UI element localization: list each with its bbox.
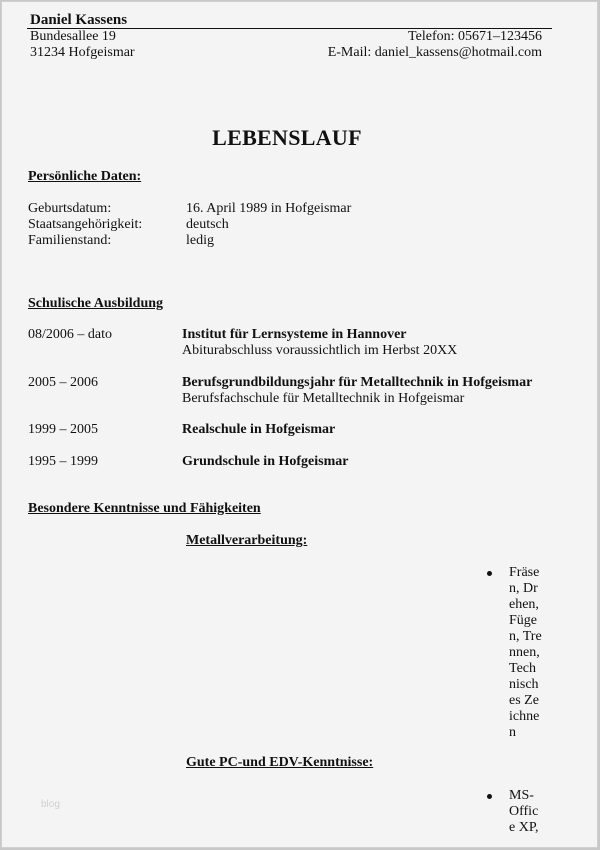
education-period: 1995 – 1999 [28,454,98,469]
education-detail: Abiturabschluss voraussichtlich im Herbst 20XX [182,343,458,358]
education-institution: Grundschule in Hofgeismar [182,454,349,469]
education-institution: Realschule in Hofgeismar [182,422,336,437]
education-heading: Schulische Ausbildung [28,296,164,311]
personal-label: Familienstand: [28,233,112,248]
personal-value: 16. April 1989 in Hofgeismar [186,201,352,216]
personal-value: deutsch [186,217,229,232]
skills-list-pc [482,788,542,836]
skills-heading: Besondere Kenntnisse und Fähigkeiten [28,501,261,516]
education-institution: Institut für Lernsysteme in Hannover [182,327,407,342]
education-period: 2005 – 2006 [28,375,98,390]
personal-label: Staatsangehörigkeit: [28,217,143,232]
education-period: 08/2006 – dato [28,327,112,342]
education-period: 1999 – 2005 [28,422,98,437]
personal-value: ledig [186,233,214,248]
street-address: Bundesallee 19 [30,29,116,44]
personal-label: Geburtsdatum: [28,201,112,216]
personal-data-heading: Persönliche Daten: [28,169,142,184]
city-address: 31234 Hofgeismar [30,45,135,60]
phone-number: Telefon: 05671–123456 [408,29,542,44]
list-item: Fräsen, Drehen, Fügen, Trennen, Technisches Zeichnen [482,565,542,741]
document-title: LEBENSLAUF [212,125,362,150]
applicant-name: Daniel Kassens [30,12,128,28]
education-institution: Berufsgrundbildungsjahr für Metalltechnik in Hofgeismar [182,375,533,390]
skills-group-heading-metal: Metallverarbeitung: [186,533,308,548]
watermark-text: blog [41,799,60,810]
email-address: E-Mail: daniel_kassens@hotmail.com [327,45,542,60]
skills-group-heading-pc: Gute PC-und EDV-Kenntnisse: [186,755,374,770]
cv-page [1,1,598,848]
list-item: MS-Office XP, [482,788,542,836]
skills-list-metal [482,565,542,741]
education-detail: Berufsfachschule für Metalltechnik in Hofgeismar [182,391,465,406]
